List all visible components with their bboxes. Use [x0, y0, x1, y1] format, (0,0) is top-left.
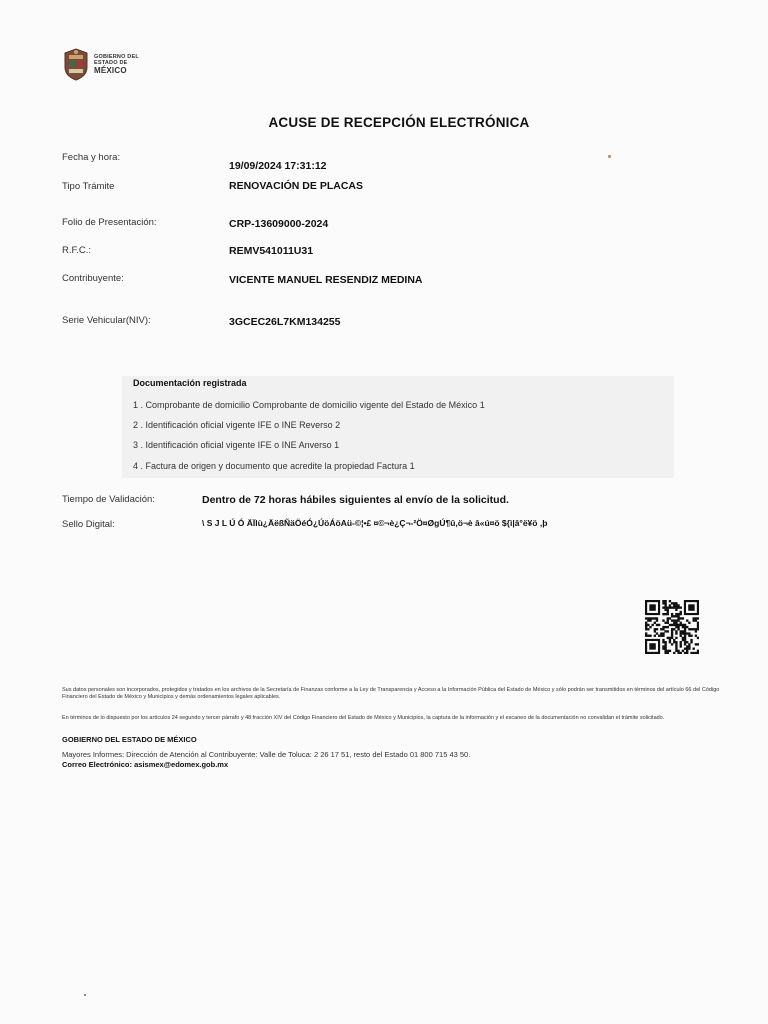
- field-value-serie-vehicular: 3GCEC26L7KM134255: [229, 316, 341, 328]
- field-value-fecha: 19/09/2024 17:31:12: [229, 160, 327, 172]
- documentation-item: 2 . Identificación oficial vigente IFE o INE Reverso 2: [133, 420, 341, 430]
- seal-value: \ S J L Ú Ó ÄÏlù¿ÄëßÑäÖéÓ¿ÚöÁöAü-©¦•£ ¤©¬è¿Ç¬-²Ö¤ØgÚ¶û,ö¬è â«ú¤ö ${ì|â°ë¥ö ,þ: [202, 518, 548, 528]
- documentation-item: 4 . Factura de origen y documento que acredite la propiedad Factura 1: [133, 461, 415, 471]
- logo-line-3: MÉXICO: [94, 65, 127, 75]
- documentation-item: 3 . Identificación oficial vigente IFE o INE Anverso 1: [133, 440, 340, 450]
- field-value-rfc: REMV541011U31: [229, 245, 314, 257]
- terms-notice: En términos de lo dispuesto por los artículos 24 segundo y tercer párrafo y 48 fracción XIV del Código Financiero del Estado de México y Municipios, la captura de la información y el escaneo de la documentación no convalidan el trámite solicitado.: [62, 715, 665, 721]
- validation-value: Dentro de 72 horas hábiles siguientes al envío de la solicitud.: [202, 494, 509, 506]
- validation-label: Tiempo de Validación:: [62, 494, 155, 505]
- footer-email-link[interactable]: asismex@edomex.gob.mx: [134, 760, 229, 769]
- field-value-folio: CRP-13609000-2024: [229, 218, 329, 230]
- logo-wordmark: [94, 54, 139, 75]
- footer-org: GOBIERNO DEL ESTADO DE MÉXICO: [62, 735, 197, 744]
- logo-line-2: ESTADO DE: [94, 59, 128, 66]
- field-label-fecha: Fecha y hora:: [62, 152, 121, 163]
- logo-line-1: GOBIERNO DEL: [94, 53, 139, 60]
- field-value-tipo-tramite: RENOVACIÓN DE PLACAS: [229, 180, 363, 192]
- page-title: ACUSE DE RECEPCIÓN ELECTRÓNICA: [268, 115, 530, 130]
- footer-email-label: Correo Electrónico:: [62, 760, 133, 769]
- privacy-notice: Sus datos personales son incorporados, protegidos y tratados en los archivos de la Secretaría de Finanzas conforme a la Ley de Transparencia y Acceso a la Información Pública del Estado de México y sólo podrán ser transmitidos en términos del artículo 66 del Código Financiero del Estado de México y Municipios y demás ordenamientos legales aplicables.: [62, 687, 720, 700]
- footer-info: Mayores Informes: Dirección de Atención al Contribuyente: Valle de Toluca: 2 26 17 51, resto del Estado 01 800 715 43 50.: [62, 750, 471, 759]
- documentation-item: 1 . Comprobante de domicilio Comprobante de domicilio vigente del Estado de México 1: [133, 400, 485, 410]
- field-label-rfc: R.F.C.:: [62, 245, 92, 256]
- field-label-tipo-tramite: Tipo Trámite: [62, 181, 115, 192]
- field-label-serie-vehicular: Serie Vehicular(NIV):: [62, 315, 151, 326]
- field-label-contribuyente: Contribuyente:: [62, 273, 124, 284]
- scan-speck: [608, 155, 611, 158]
- qr-code-icon: [645, 600, 699, 654]
- footer-email-line: [62, 760, 228, 769]
- government-logo: [62, 47, 139, 81]
- documentation-title: Documentación registrada: [133, 378, 247, 388]
- field-label-folio: Folio de Presentación:: [62, 217, 157, 228]
- scan-dot: [84, 994, 86, 996]
- field-value-contribuyente: VICENTE MANUEL RESENDIZ MEDINA: [229, 274, 423, 286]
- seal-label: Sello Digital:: [62, 519, 115, 530]
- coat-of-arms-icon: [62, 47, 90, 81]
